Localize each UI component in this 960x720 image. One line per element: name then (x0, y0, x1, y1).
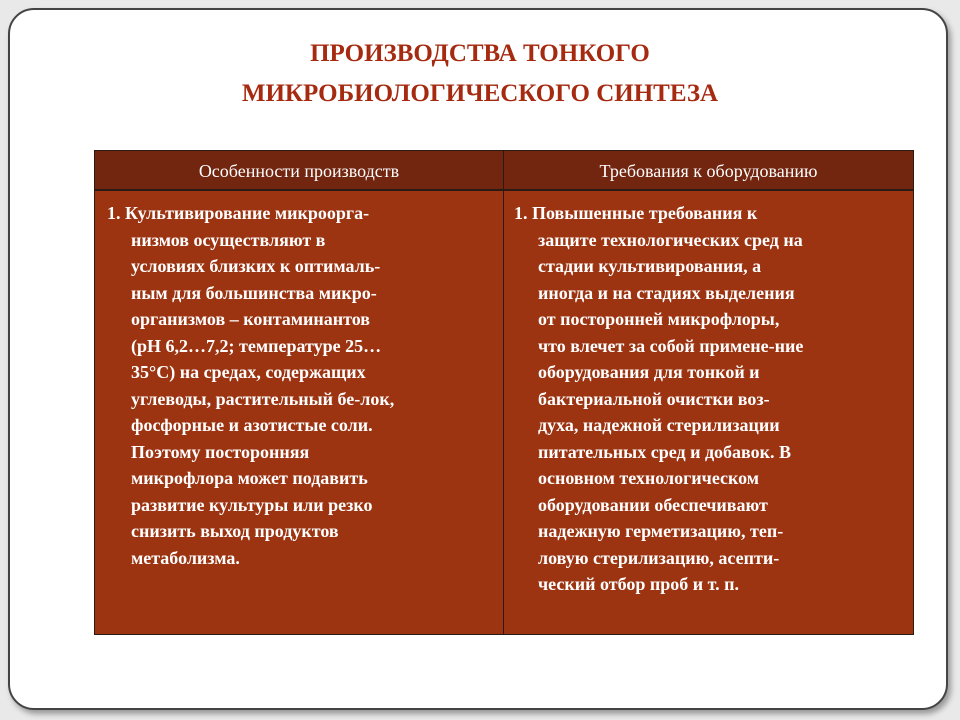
header-requirements: Требования к оборудованию (504, 151, 913, 191)
cell-line: метаболизма. (131, 547, 240, 568)
cell-features (95, 191, 504, 634)
cell-line: 1. Повышенные требования к (514, 203, 758, 223)
cell-line: фосфорные и азотистые соли. (131, 415, 373, 435)
title-line-2: МИКРОБИОЛОГИЧЕСКОГО СИНТЕЗА (241, 80, 719, 107)
cell-line: ческий отбор проб и т. п. (538, 574, 739, 594)
cell-line: бактериальной очистки воз- (538, 388, 770, 409)
cell-line: снизить выход продуктов (131, 521, 339, 541)
cell-line: (рН 6,2…7,2; температуре 25… (131, 335, 382, 356)
cell-line: Поэтому посторонняя (131, 441, 310, 462)
cell-line: что влечет за собой примене-ние (538, 335, 804, 356)
header-features: Особенности производств (95, 151, 504, 191)
cell-line: организмов – контаминантов (131, 309, 371, 329)
cell-line: микрофлора может подавить (131, 468, 368, 488)
cell-line: духа, надежной стерилизации (538, 415, 780, 435)
cell-requirements (504, 191, 913, 634)
cell-line: 1. Культивирование микроорга- (107, 203, 370, 223)
comparison-table (94, 150, 914, 635)
cell-line: 35°С) на средах, содержащих (131, 362, 366, 382)
cell-line: развитие культуры или резко (131, 494, 373, 515)
cell-line: стадии культивирования, а (538, 256, 762, 276)
title-line-1: ПРОИЗВОДСТВА ТОНКОГО (310, 40, 650, 67)
cell-line: ловую стерилизацию, асепти- (538, 547, 780, 568)
cell-line: надежную герметизацию, теп- (538, 521, 784, 541)
cell-line: ным для большинства микро- (131, 282, 377, 303)
cell-line: оборудования для тонкой и (538, 362, 760, 382)
cell-line: условиях близких к оптималь- (131, 256, 381, 276)
cell-line: углеводы, растительный бе-лок, (131, 388, 395, 409)
cell-line: оборудовании обеспечивают (538, 494, 768, 515)
cell-line: защите технологических сред на (538, 229, 803, 250)
cell-line: основном технологическом (538, 468, 760, 488)
cell-line: низмов осуществляют в (131, 229, 326, 250)
cell-line: питательных сред и добавок. В (538, 441, 792, 462)
cell-line: иногда и на стадиях выделения (538, 282, 795, 303)
page-title (0, 34, 960, 114)
cell-line: от посторонней микрофлоры, (538, 309, 780, 329)
